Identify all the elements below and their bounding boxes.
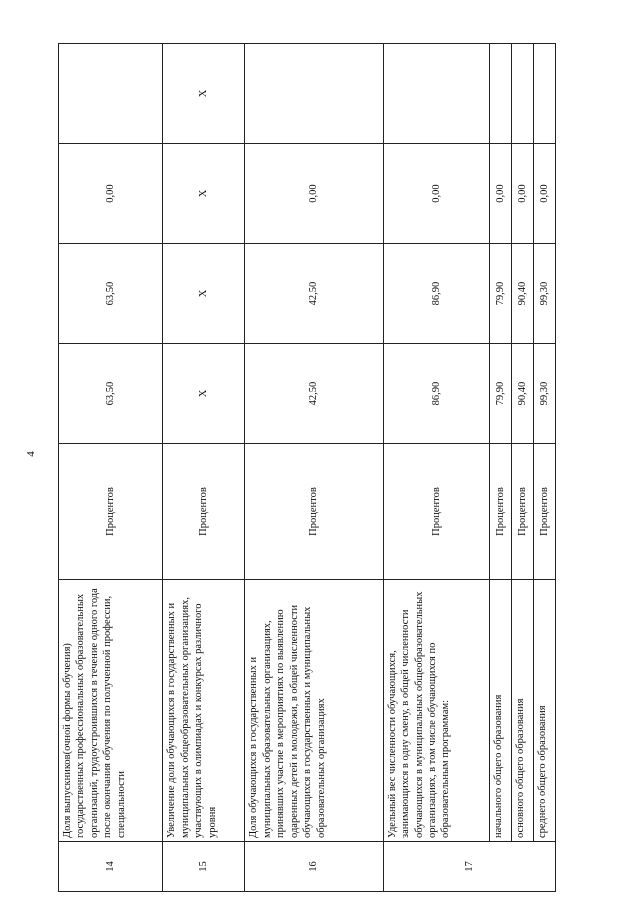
value-cell: 42,50 (245, 244, 383, 344)
indicator-subtext: основного общего образования (511, 580, 533, 842)
value-cell: 0,00 (533, 144, 555, 244)
table-row (59, 44, 163, 892)
indicator-subtext: начального общего образования (489, 580, 511, 842)
value-cell: X (163, 344, 245, 444)
table-row (245, 44, 383, 892)
value-cell (383, 44, 489, 144)
value-cell (489, 44, 511, 144)
value-cell: 0,00 (245, 144, 383, 244)
table-row (163, 44, 245, 892)
value-cell: 79,90 (489, 244, 511, 344)
value-cell: 0,00 (489, 144, 511, 244)
unit-cell: Процентов (533, 444, 555, 580)
indicator-subtext: среднего общего образования (533, 580, 555, 842)
value-cell: X (163, 44, 245, 144)
indicator-text: Удельный вес численности обучающихся, занимающихся в одну смену, в общей численности обучающихся в муниципальных общеобразовательных организациях, в том числе обучающихся по образовательным программам: (383, 580, 489, 842)
table-subrow (511, 44, 533, 892)
value-cell: 79,90 (489, 344, 511, 444)
value-cell: 0,00 (511, 144, 533, 244)
row-number: 16 (245, 842, 383, 892)
value-cell (245, 44, 383, 144)
rotated-table-container (58, 44, 556, 892)
table-row (383, 44, 489, 892)
value-cell: 90,40 (511, 244, 533, 344)
value-cell: 0,00 (383, 144, 489, 244)
table-subrow (533, 44, 555, 892)
value-cell: X (163, 144, 245, 244)
value-cell: 0,00 (59, 144, 163, 244)
value-cell: 99,30 (533, 244, 555, 344)
value-cell (533, 44, 555, 144)
indicator-text: Увеличение доли обучающихся в государственных и муниципальных общеобразовательных организациях, участвующих в олимпиадах и конкурсах различного уровня (163, 580, 245, 842)
value-cell: X (163, 244, 245, 344)
page-number: 4 (24, 451, 37, 457)
value-cell: 90,40 (511, 344, 533, 444)
unit-cell: Процентов (163, 444, 245, 580)
table-subrow (489, 44, 511, 892)
value-cell: 63,50 (59, 344, 163, 444)
unit-cell: Процентов (489, 444, 511, 580)
value-cell (59, 44, 163, 144)
unit-cell: Процентов (511, 444, 533, 580)
row-number: 15 (163, 842, 245, 892)
unit-cell: Процентов (383, 444, 489, 580)
value-cell: 86,90 (383, 344, 489, 444)
unit-cell: Процентов (59, 444, 163, 580)
value-cell: 63,50 (59, 244, 163, 344)
value-cell: 86,90 (383, 244, 489, 344)
indicator-text: Доля выпускников(очной формы обучения) государственных профессиональных образовательных организаций, трудоустроившихся в течение одного года после окончания обучения по полученной профессии, специальности (59, 580, 163, 842)
row-number: 14 (59, 842, 163, 892)
value-cell (511, 44, 533, 144)
value-cell: 99,30 (533, 344, 555, 444)
row-number: 17 (383, 842, 555, 892)
unit-cell: Процентов (245, 444, 383, 580)
indicators-table (58, 43, 556, 892)
value-cell: 42,50 (245, 344, 383, 444)
indicator-text: Доля обучающихся в государственных и муниципальных образовательных организациях, принявших участие в мероприятиях по выявлению одаренных детей и молодежи, в общей численности обучающихся в государственных и муниципальных образовательных организациях (245, 580, 383, 842)
